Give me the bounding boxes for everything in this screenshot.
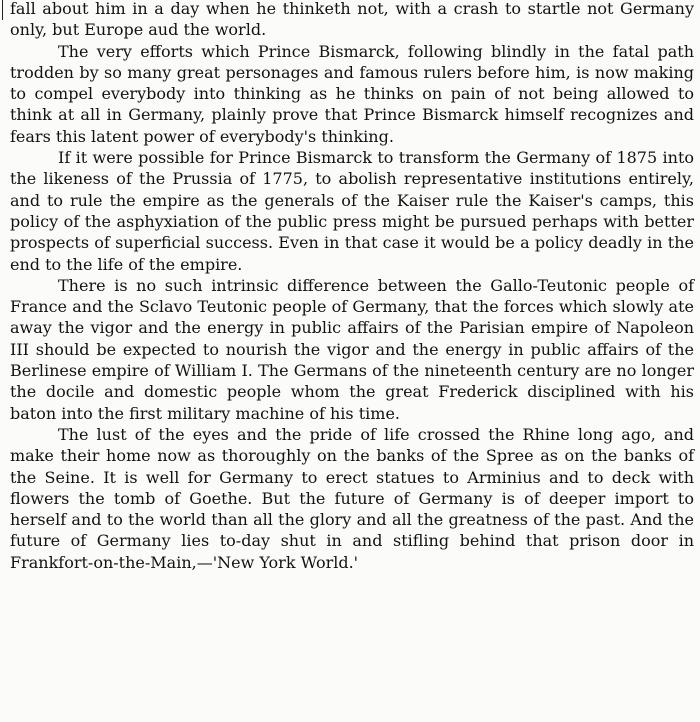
paragraph-4: There is no such intrinsic difference between the Gallo-Teutonic people of France and the Sclavo Teutonic people of Germany, that the forces which slowly ate away the vigor and the energy in public affairs of the Parisian empire of Napoleon III should be expected to nourish the vigor and the energy in public affairs of the Berlinese empire of William I. The Germans of the nineteenth century are no longer the docile and domestic people whom the great Frederick disciplined with his baton into the first military machine of his time. <box>10 275 694 423</box>
paragraph-3: If it were possible for Prince Bismarck to transform the Germany of 1875 into the likeness of the Prussia of 1775, to abolish representative institutions entirely, and to rule the empire as the generals of the Kaiser rule the Kaiser's camps, this policy of the asphyxiation of the public press might be pursued perhaps with better prospects of superficial success. Even in that case it would be a policy deadly in the end to the life of the empire. <box>10 148 694 274</box>
paragraph-5: The lust of the eyes and the pride of life crossed the Rhine long ago, and make their home now as thoroughly on the banks of the Spree as on the banks of the Seine. It is well for Germany to erect statues to Arminius and to deck with flowers the tomb of Goethe. But the future of Germany is of deeper import to herself and to the world than all the glory and all the greatness of the past. And the future of Germany lies to-day shut in and stifling behind that prison door in Frankfort-on-the-Main,—'New York World.' <box>10 424 694 572</box>
column-rule <box>2 0 3 20</box>
paragraph-2: The very efforts which Prince Bismarck, following blindly in the fatal path trodden by so many great personages and famous rulers before him, is now making to compel everybody into thinking as he thinks on pain of not being allowed to think at all in Germany, plainly prove that Prince Bismarck himself recognizes and fears this latent power of everybody's thinking. <box>10 41 694 146</box>
paragraph-1: fall about him in a day when he thinketh not, with a crash to startle not Germany only, but Europe aud the world. <box>10 0 694 40</box>
article-text <box>10 0 694 573</box>
